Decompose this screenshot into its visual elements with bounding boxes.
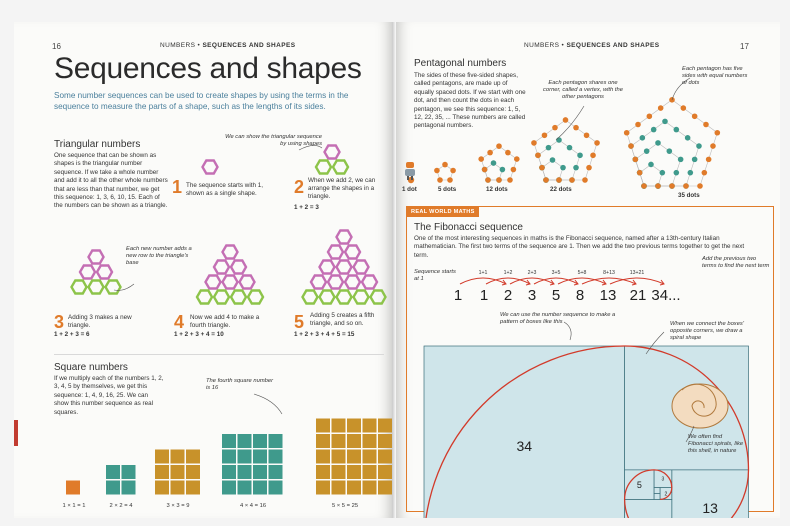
running-head-section: NUMBERS — [160, 42, 196, 49]
fibonacci-box-label: 2 — [664, 491, 668, 498]
square-unit — [238, 481, 252, 495]
right-page — [394, 22, 780, 526]
square-unit — [222, 465, 236, 479]
square-unit — [106, 465, 120, 479]
square-unit — [332, 465, 346, 479]
fibonacci-step-label: 5+8 — [577, 270, 587, 276]
square-unit — [222, 481, 236, 495]
note-new-row: Each new number adds a new row to the triangle's base — [126, 246, 192, 267]
square-label-3: 3 × 3 = 9 — [166, 503, 190, 509]
page-number-right: 17 — [740, 42, 749, 51]
page-number-left: 16 — [52, 42, 61, 51]
step-1-number: 1 — [172, 177, 183, 197]
note-fourth-square: The fourth square number is 16 — [206, 378, 274, 392]
bookmark-edge — [14, 420, 18, 446]
square-unit — [122, 465, 136, 479]
fibonacci-box-label: 3 — [661, 476, 665, 483]
square-unit — [222, 450, 236, 464]
step-4-number: 4 — [174, 312, 185, 332]
square-unit — [363, 465, 377, 479]
square-unit — [171, 465, 185, 479]
book-spine — [392, 22, 396, 518]
fibonacci-step-label: 1+2 — [503, 270, 513, 276]
step-5-text: Adding 5 creates a fifth triangle, and so on. — [310, 312, 375, 327]
square-unit — [347, 450, 361, 464]
square-unit — [155, 481, 169, 495]
square-unit — [186, 481, 200, 495]
fibonacci-box — [654, 488, 660, 494]
fibonacci-box — [424, 346, 625, 518]
pent-label-35: 35 dots — [678, 192, 700, 199]
square-unit — [363, 434, 377, 448]
square-unit — [316, 434, 330, 448]
square-label-1: 1 × 1 = 1 — [62, 503, 86, 509]
square-unit — [378, 434, 392, 448]
pent-label-1: 1 dot — [402, 186, 417, 193]
square-label-5: 5 × 5 = 25 — [331, 503, 359, 509]
pent-label-12: 12 dots — [486, 186, 508, 193]
running-head-topic: SEQUENCES AND SHAPES — [566, 42, 660, 49]
square-unit — [316, 481, 330, 495]
triangular-body: One sequence that can be shown as shapes is the triangular number sequence. If we take a whole number and add it to all the other whole numbers that are less than that number, we get this sequence: 1, 3, 6, 10, 15. Each of the numbers can be shown as a triangle. — [54, 152, 168, 210]
square-unit — [186, 450, 200, 464]
pent-label-22: 22 dots — [550, 186, 572, 193]
fibonacci-term: 2 — [503, 287, 513, 304]
square-unit — [316, 465, 330, 479]
running-head-topic: SEQUENCES AND SHAPES — [202, 42, 296, 49]
square-heading: Square numbers — [54, 362, 128, 373]
fibonacci-step-label: 2+3 — [527, 270, 537, 276]
square-label-2: 2 × 2 = 4 — [109, 503, 133, 509]
square-unit — [316, 450, 330, 464]
square-unit — [222, 434, 236, 448]
square-unit — [332, 481, 346, 495]
fibonacci-heading: The Fibonacci sequence — [414, 222, 523, 233]
fibonacci-box-label: 34 — [516, 438, 533, 455]
note-add-previous: Add the previous two terms to find the next term — [702, 256, 770, 270]
square-numbers-figure — [14, 22, 394, 518]
step-4-equation: 1 + 2 + 3 + 4 = 10 — [174, 331, 224, 338]
square-unit — [269, 434, 283, 448]
square-unit — [347, 465, 361, 479]
fibonacci-box-label: 5 — [636, 479, 642, 490]
step-3-text: Adding 3 makes a new triangle. — [68, 314, 132, 329]
pentagonal-body: The sides of these five-sided shapes, called pentagons, are made up of equally spaced dots. If we start with one dot, and then count the dots in each pentagon, we see this sequence: 1, 5, 12, 22, 35, ... These numbers are called pentagonal numbers. — [414, 72, 526, 130]
fibonacci-term: 3 — [527, 287, 537, 304]
fibonacci-term: 13 — [599, 287, 617, 304]
square-unit — [269, 465, 283, 479]
pointer-line — [254, 394, 282, 414]
fibonacci-body: One of the most interesting sequences in maths is the Fibonacci sequence, named after a 13th-century Italian mathematician. The first two terms of the sequence are 1. Then we add the two previous terms together to get the next term. — [414, 235, 745, 259]
fibonacci-step-label: 8+13 — [603, 270, 615, 276]
square-unit — [332, 419, 346, 433]
left-page — [14, 22, 394, 518]
real-world-maths-badge: REAL WORLD MATHS — [407, 207, 479, 217]
fibonacci-term: 5 — [551, 287, 561, 304]
square-unit — [238, 465, 252, 479]
fibonacci-term: 8 — [575, 287, 585, 304]
square-unit — [253, 434, 267, 448]
step-2-text: When we add 2, we can arrange the shapes in a triangle. — [308, 177, 376, 200]
fibonacci-box — [654, 494, 660, 500]
square-unit — [347, 419, 361, 433]
step-5-number: 5 — [294, 312, 305, 332]
fibonacci-step-label: 13+21 — [629, 270, 645, 276]
square-unit — [378, 481, 392, 495]
note-shell: We often find Fibonacci spirals, like this shell, in nature — [688, 434, 744, 455]
note-spiral: When we connect the boxes' opposite corners, we draw a spiral shape — [670, 321, 744, 342]
step-2-equation: 1 + 2 = 3 — [294, 204, 319, 211]
square-unit — [347, 481, 361, 495]
square-unit — [253, 481, 267, 495]
note-five-sides: Each pentagon has five sides with equal numbers of dots — [682, 66, 748, 87]
pent-label-5: 5 dots — [438, 186, 457, 193]
square-unit — [363, 481, 377, 495]
square-unit — [316, 419, 330, 433]
running-head-section: NUMBERS — [524, 42, 560, 49]
step-1-text: The sequence starts with 1, shown as a single shape. — [186, 182, 264, 197]
square-body: If we multiply each of the numbers 1, 2, 3, 4, 5 by themselves, we get this sequence: 1, 4, 9, 16, 25. We can show this number sequence as real squares. — [54, 375, 164, 416]
shell-body — [672, 384, 728, 428]
step-5-equation: 1 + 2 + 3 + 4 + 5 = 15 — [294, 331, 355, 338]
fibonacci-step-label: 3+5 — [551, 270, 561, 276]
square-unit — [363, 450, 377, 464]
step-3-number: 3 — [54, 312, 65, 332]
triangular-heading: Triangular numbers — [54, 139, 141, 150]
fibonacci-figure: 1 1 2 3 5 8 13 21 34...1+1 1+2 2+3 3+5 5+8 8+13 13+2134138532 — [394, 22, 780, 518]
square-unit — [378, 419, 392, 433]
square-unit — [253, 465, 267, 479]
square-unit — [106, 481, 120, 495]
square-unit — [238, 450, 252, 464]
square-unit — [363, 419, 377, 433]
note-boxes: We can use the number sequence to make a pattern of boxes like this — [500, 312, 616, 326]
square-unit — [66, 481, 80, 495]
fibonacci-step-label: 1+1 — [478, 270, 488, 276]
fibonacci-term: 34... — [651, 287, 681, 304]
square-unit — [253, 450, 267, 464]
step-2-number: 2 — [294, 177, 305, 197]
intro-text: Some number sequences can be used to create shapes by using the terms in the sequence to measure the parts of a shape, such as the lengths of its sides. — [54, 91, 349, 111]
fibonacci-box-label: 13 — [702, 500, 718, 517]
page-title: Sequences and shapes — [54, 52, 362, 85]
running-head-separator: • — [197, 42, 201, 49]
square-unit — [122, 481, 136, 495]
step-4-text: Now we add 4 to make a fourth triangle. — [190, 314, 260, 329]
fibonacci-term: 1 — [479, 287, 489, 304]
square-unit — [347, 434, 361, 448]
square-unit — [155, 465, 169, 479]
square-unit — [332, 434, 346, 448]
square-label-4: 4 × 4 = 16 — [239, 503, 267, 509]
square-unit — [378, 465, 392, 479]
square-unit — [238, 434, 252, 448]
square-unit — [171, 481, 185, 495]
note-triangular-shapes: We can show the triangular sequence by using shapes — [225, 134, 322, 148]
square-unit — [155, 450, 169, 464]
square-unit — [378, 450, 392, 464]
pentagonal-heading: Pentagonal numbers — [414, 58, 507, 69]
square-unit — [332, 450, 346, 464]
fibonacci-term: 1 — [453, 287, 463, 304]
note-vertex: Each pentagon shares one corner, called a vertex, with the other pentagons — [543, 80, 623, 101]
fibonacci-box — [625, 499, 672, 518]
note-sequence-start: Sequence starts at 1 — [414, 269, 456, 283]
fibonacci-term: 21 — [629, 287, 647, 304]
square-unit — [186, 465, 200, 479]
step-3-equation: 1 + 2 + 3 = 6 — [54, 331, 90, 338]
square-unit — [171, 450, 185, 464]
running-head-separator: • — [561, 42, 565, 49]
square-unit — [269, 450, 283, 464]
square-unit — [269, 481, 283, 495]
